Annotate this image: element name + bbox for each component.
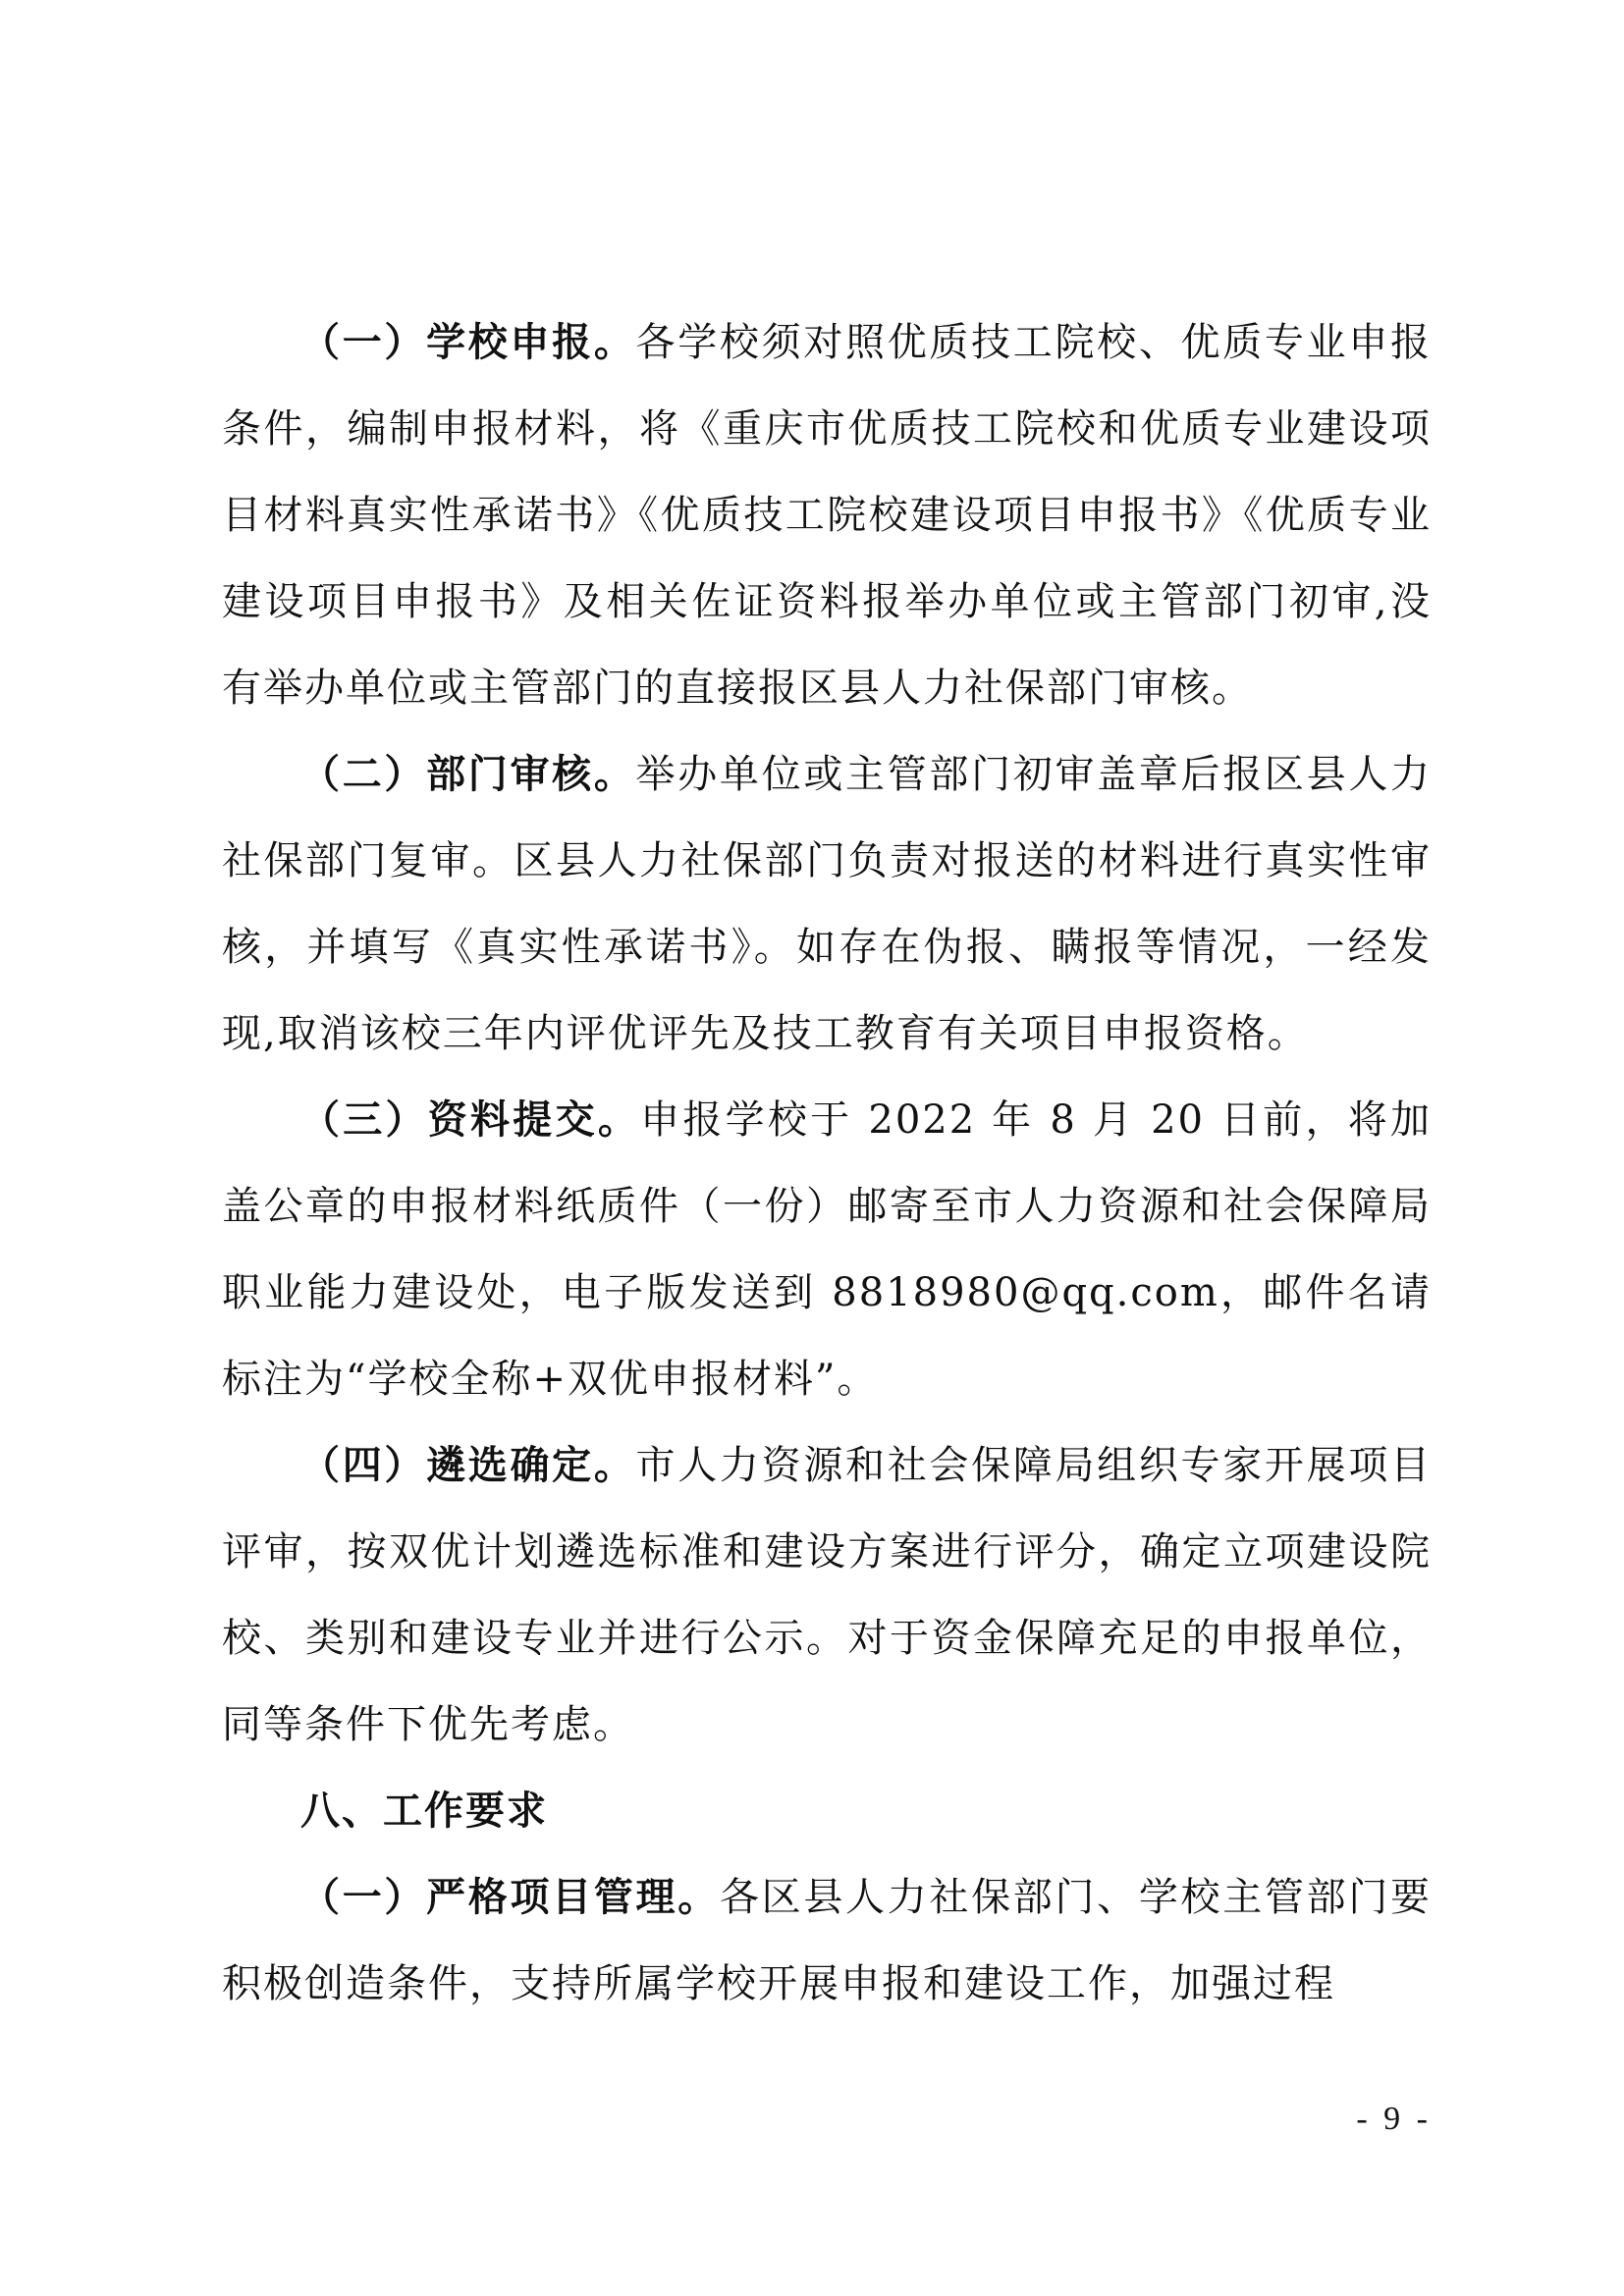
paragraph-material-submission (222, 1077, 1432, 1422)
paragraph-text: 各区县人力社保部门、学校主管部门要积极创造条件，支持所属学校开展申报和建设工作，加强过程 (222, 1875, 1433, 2006)
paragraph-text: 市人力资源和社会保障局组织专家开展项目评审，按双优计划遴选标准和建设方案进行评分，确定立项建设院校、类别和建设专业并进行公示。对于资金保障充足的申报单位，同等条件下优先考虑。 (222, 1443, 1433, 1747)
paragraph-heading: （一）严格项目管理。 (300, 1875, 720, 1920)
section-title: 八、工作要求 (300, 1789, 548, 1834)
paragraph-school-application (222, 299, 1432, 731)
page-number: - 9 - (1356, 2101, 1432, 2137)
paragraph-heading: （一）学校申报。 (300, 320, 636, 365)
paragraph-text: 举办单位或主管部门初审盖章后报区县人力社保部门复审。区县人力社保部门负责对报送的材料进行真实性审核，并填写《真实性承诺书》。如存在伪报、瞒报等情况，一经发现,取消该校三年内评优评先及技工教育有关项目申报资格。 (222, 752, 1433, 1056)
paragraph-heading: （四）遴选确定。 (300, 1443, 636, 1488)
paragraph-project-management (222, 1854, 1432, 2027)
paragraph-heading: （三）资料提交。 (300, 1097, 641, 1143)
paragraph-heading: （二）部门审核。 (300, 752, 636, 797)
paragraph-selection (222, 1422, 1432, 1768)
paragraph-department-review (222, 731, 1432, 1077)
paragraph-text: 申报学校于 2022 年 8 月 20 日前，将加盖公章的申报材料纸质件（一份）邮寄至市人力资源和社会保障局职业能力建设处，电子版发送到 8818980@qq.com，邮件名请标注为“学校全称+双优申报材料”。 (222, 1097, 1433, 1402)
document-body (222, 299, 1432, 2027)
paragraph-text: 各学校须对照优质技工院校、优质专业申报条件，编制申报材料，将《重庆市优质技工院校和优质专业建设项目材料真实性承诺书》《优质技工院校建设项目申报书》《优质专业建设项目申报书》及相关佐证资料报举办单位或主管部门初审,没有举办单位或主管部门的直接报区县人力社保部门审核。 (222, 320, 1433, 711)
